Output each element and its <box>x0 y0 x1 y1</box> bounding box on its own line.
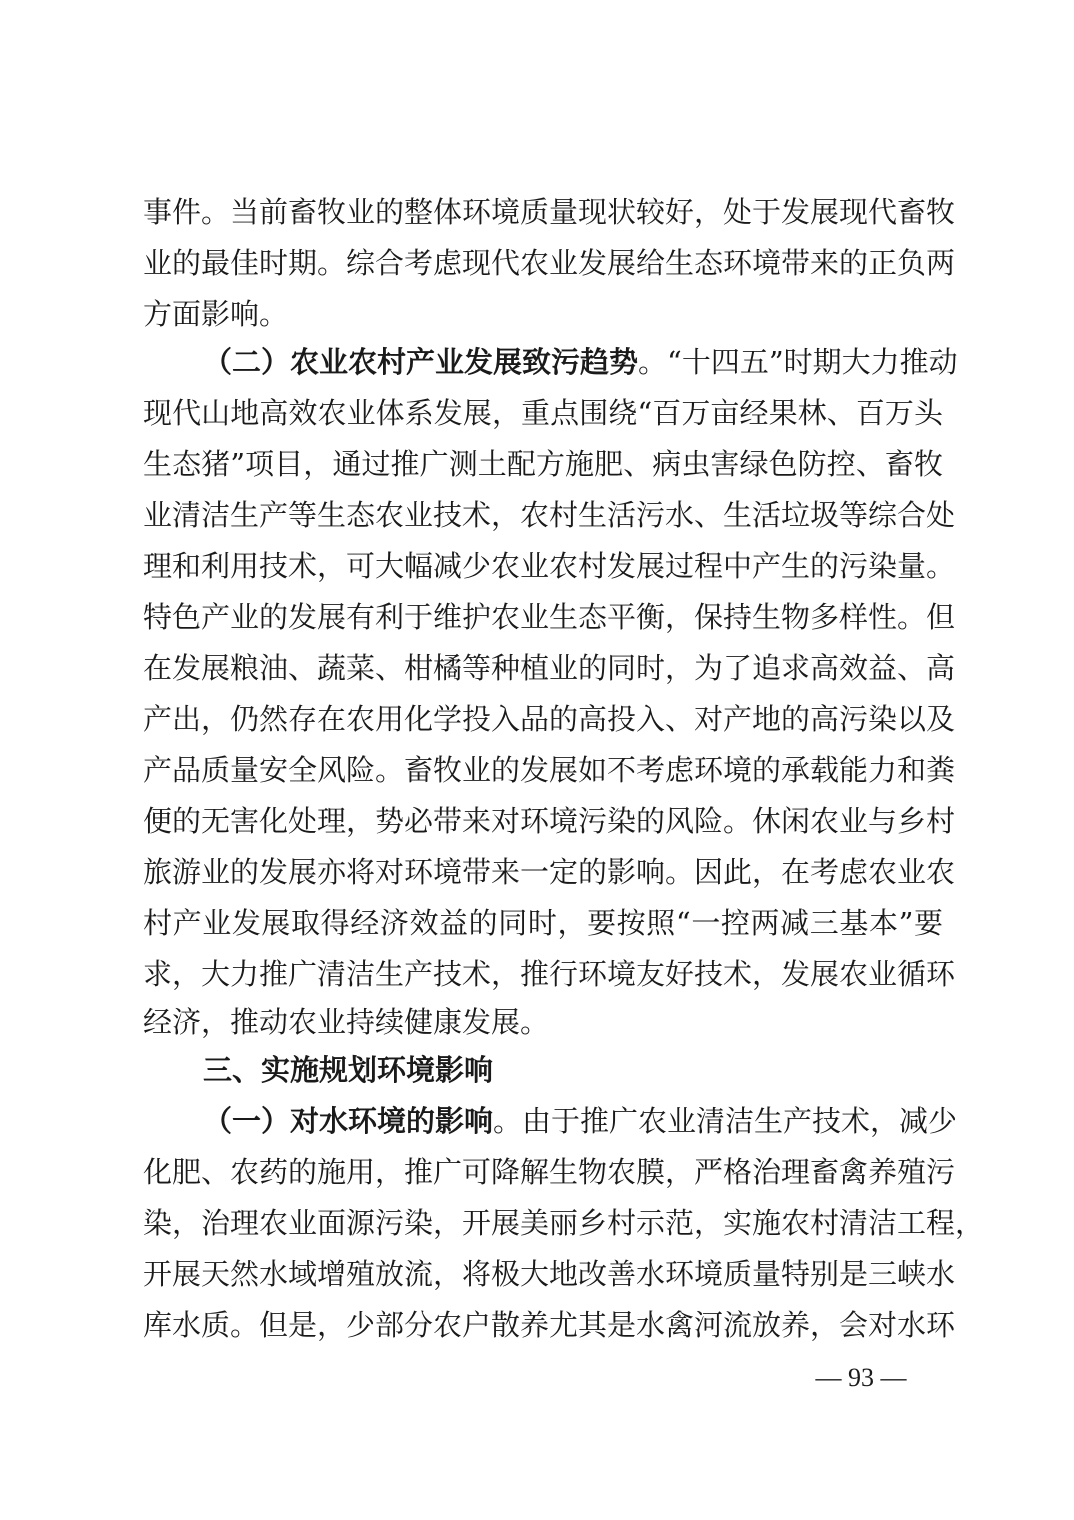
section-heading: 三、实施规划环境影响 <box>203 1053 494 1087</box>
paragraph-2-line-4: 业清洁生产等生态农业技术，农村生活污水、生活垃圾等综合处 <box>143 498 956 532</box>
paragraph-3-first-line-text: 。由于推广农业清洁生产技术，减少 <box>493 1104 958 1138</box>
paragraph-2-line-12: 村产业发展取得经济效益的同时，要按照“一控两减三基本”要 <box>143 906 943 940</box>
page-number: — 93 — <box>815 1363 907 1392</box>
paragraph-1-line-2: 业的最佳时期。综合考虑现代农业发展给生态环境带来的正负两 <box>143 246 956 280</box>
paragraph-2-title: （二）农业农村产业发展致污趋势 <box>203 345 639 379</box>
paragraph-2-line-9: 产品质量安全风险。畜牧业的发展如不考虑环境的承载能力和粪 <box>143 753 956 787</box>
paragraph-3-title: （一）对水环境的影响 <box>203 1104 494 1138</box>
paragraph-2-line-3: 生态猪”项目，通过推广测土配方施肥、病虫害绿色防控、畜牧 <box>143 447 943 481</box>
paragraph-2-line-11: 旅游业的发展亦将对环境带来一定的影响。因此，在考虑农业农 <box>143 855 956 889</box>
paragraph-2-line-6: 特色产业的发展有利于维护农业生态平衡，保持生物多样性。但 <box>143 600 956 634</box>
paragraph-3-line-2: 化肥、农药的施用，推广可降解生物农膜，严格治理畜禽养殖污 <box>143 1155 956 1189</box>
paragraph-2-first-line-text: 。“十四五”时期大力推动 <box>638 345 958 379</box>
paragraph-2-line-7: 在发展粮油、蔬菜、柑橘等种植业的同时，为了追求高效益、高 <box>143 651 956 685</box>
paragraph-2-line-14: 经济，推动农业持续健康发展。 <box>143 1005 550 1039</box>
paragraph-3-line-5: 库水质。但是，少部分农户散养尤其是水禽河流放养，会对水环 <box>143 1308 956 1342</box>
paragraph-2-line-13: 求，大力推广清洁生产技术，推行环境友好技术，发展农业循环 <box>143 957 956 991</box>
paragraph-1-line-1: 事件。当前畜牧业的整体环境质量现状较好，处于发展现代畜牧 <box>143 195 956 229</box>
paragraph-2-line-10: 便的无害化处理，势必带来对环境污染的风险。休闲农业与乡村 <box>143 804 956 838</box>
paragraph-1-line-3: 方面影响。 <box>143 297 289 331</box>
paragraph-2-line-2: 现代山地高效农业体系发展，重点围绕“百万亩经果林、百万头 <box>143 396 943 430</box>
paragraph-3-line-4: 开展天然水域增殖放流，将极大地改善水环境质量特别是三峡水 <box>143 1257 956 1291</box>
paragraph-3-line-3: 染，治理农业面源污染，开展美丽乡村示范，实施农村清洁工程， <box>143 1206 985 1240</box>
paragraph-2-line-8: 产出，仍然存在农用化学投入品的高投入、对产地的高污染以及 <box>143 702 956 736</box>
paragraph-2-line-5: 理和利用技术，可大幅减少农业农村发展过程中产生的污染量。 <box>143 549 956 583</box>
paragraph-2-line-1 <box>203 341 958 383</box>
paragraph-3-line-1 <box>203 1100 958 1142</box>
